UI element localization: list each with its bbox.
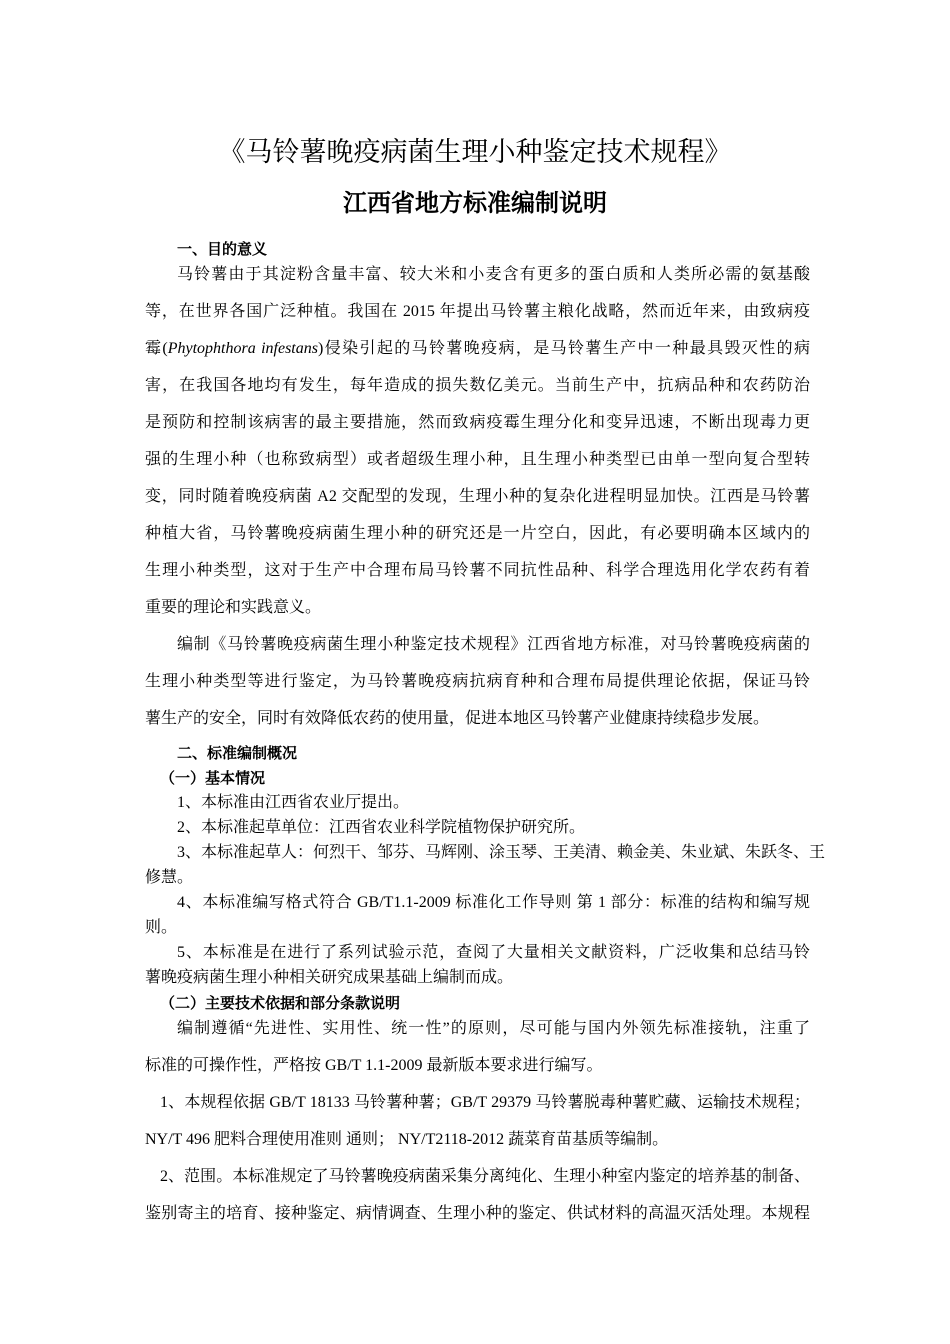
text-run: 霉( (145, 340, 168, 357)
list-item: 5、本标准是在进行了系列试验示范，查阅了大量相关文献资料，广泛收集和总结马铃 (177, 944, 810, 961)
paragraph-line: 强的生理小种（也称致病型）或者超级生理小种，且生理小种类型已由单一型向复合型转 (145, 451, 810, 468)
latin-species-name: Phytophthora infestans (167, 340, 318, 357)
list-item: 2、本标准起草单位：江西省农业科学院植物保护研究所。 (177, 819, 586, 836)
list-item-continuation: 鉴别寄主的培育、接种鉴定、病情调查、生理小种的鉴定、供试材料的高温灭活处理。本规程 (145, 1205, 810, 1222)
list-item: 3、本标准起草人：何烈干、邹芬、马辉刚、涂玉琴、王美清、赖金美、朱业斌、朱跃冬、王 (177, 844, 826, 861)
list-item-continuation: NY/T 496 肥料合理使用准则 通则； NY/T2118-2012 蔬菜育苗基质等编制。 (145, 1131, 669, 1148)
paragraph-line: 标准的可操作性，严格按 GB/T 1.1-2009 最新版本要求进行编写。 (145, 1057, 603, 1074)
list-item-continuation: 薯晚疫病菌生理小种相关研究成果基础上编制而成。 (145, 969, 514, 986)
list-item-continuation: 修慧。 (145, 869, 194, 886)
paragraph-line: 编制遵循“先进性、实用性、统一性”的原则，尽可能与国内外领先标准接轨，注重了 (177, 1020, 810, 1037)
section-heading-purpose: 一、目的意义 (177, 240, 268, 258)
list-item: 1、本规程依据 GB/T 18133 马铃薯种薯；GB/T 29379 马铃薯脱毒种薯贮藏、运输技术规程； (160, 1094, 810, 1111)
list-item: 1、本标准由江西省农业厅提出。 (177, 794, 410, 811)
paragraph-line: 生理小种类型等进行鉴定，为马铃薯晚疫病抗病育种和合理布局提供理论依据，保证马铃 (145, 673, 810, 690)
paragraph-line: 重要的理论和实践意义。 (145, 599, 322, 616)
paragraph-line: 害，在我国各地均有发生，每年造成的损失数亿美元。当前生产中，抗病品种和农药防治 (145, 377, 810, 394)
subsection-heading-basic-info: （一）基本情况 (160, 769, 266, 787)
paragraph-line: 编制《马铃薯晚疫病菌生理小种鉴定技术规程》江西省地方标准，对马铃薯晚疫病菌的 (177, 636, 810, 653)
list-item-continuation: 则。 (145, 919, 178, 936)
document-subtitle: 江西省地方标准编制说明 (343, 189, 607, 217)
paragraph-line: 变，同时随着晚疫病菌 A2 交配型的发现，生理小种的复杂化进程明显加快。江西是马铃薯 (145, 488, 810, 505)
paragraph-line: 薯生产的安全，同时有效降低农药的使用量，促进本地区马铃薯产业健康持续稳步发展。 (145, 710, 770, 727)
list-item: 2、范围。本标准规定了马铃薯晚疫病菌采集分离纯化、生理小种室内鉴定的培养基的制备、 (160, 1168, 810, 1185)
subsection-heading-technical-basis: （二）主要技术依据和部分条款说明 (160, 994, 401, 1012)
list-item: 4、本标准编写格式符合 GB/T1.1-2009 标准化工作导则 第 1 部分：标准的结构和编写规 (177, 894, 810, 911)
paragraph-line: 等，在世界各国广泛种植。我国在 2015 年提出马铃薯主粮化战略，然而近年来，由致病疫 (145, 303, 810, 320)
text-run: )侵染引起的马铃薯晚疫病，是马铃薯生产中一种最具毁灭性的病 (317, 340, 810, 357)
paragraph-line: 马铃薯由于其淀粉含量丰富、较大米和小麦含有更多的蛋白质和人类所必需的氨基酸 (177, 266, 810, 283)
section-heading-overview: 二、标准编制概况 (177, 744, 298, 762)
paragraph-line: 生理小种类型，这对于生产中合理布局马铃薯不同抗性品种、科学合理选用化学农药有着 (145, 562, 810, 579)
paragraph-line: 是预防和控制该病害的最主要措施，然而致病疫霉生理分化和变异迅速，不断出现毒力更 (145, 414, 810, 431)
paragraph-line-with-latin-name (145, 339, 810, 359)
document-title: 《马铃薯晚疫病菌生理小种鉴定技术规程》 (218, 137, 732, 167)
paragraph-line: 种植大省，马铃薯晚疫病菌生理小种的研究还是一片空白，因此，有必要明确本区域内的 (145, 525, 810, 542)
